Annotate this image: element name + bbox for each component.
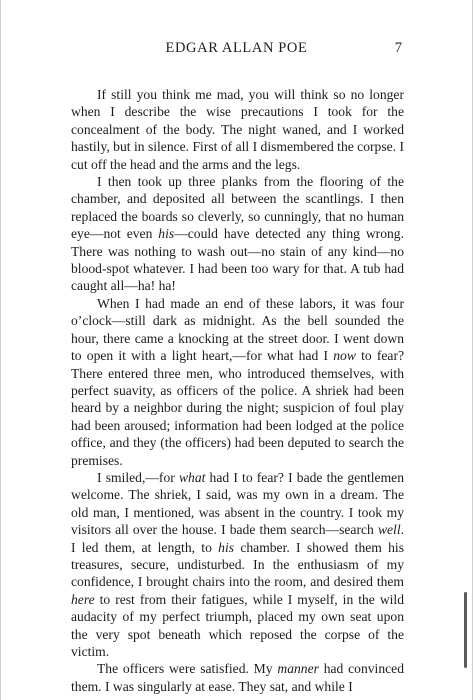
italic-text: what [178, 469, 206, 485]
text-run: When I had made an end of these labors, it was four o’clock—still dark as midnight. As the bell sounded the hour, there came a knocking at the street door. I went down to open it with a light heart,—for what had I [71, 295, 404, 364]
paragraph [71, 295, 404, 469]
text-run: I smiled,—for [97, 469, 179, 485]
scrollbar[interactable] [464, 592, 467, 668]
text-run: to rest from their fatigues, while I myself, in the wild audacity of my perfect triumph, placed my own seat upon the very spot beneath which reposed the corpse of the victim. [71, 591, 404, 659]
italic-text: his [158, 226, 175, 242]
text-run: had convinced them. I was singularly at ease. They sat, and while I [71, 661, 404, 694]
text-run: had I to fear? I bade the gentlemen welcome. The shriek, I said, was my own in a dream. The old man, I mentioned, was absent in the country. I took my visitors all over the house. I bade them search—search [71, 469, 404, 538]
italic-text: well [377, 522, 401, 538]
page-header [71, 40, 402, 60]
text-run: If still you think me mad, you will think so no longer when I describe the wise precautions I took for the concealment of the body. The night waned, and I worked hastily, but in silence. First of all I dismembered the corpse. I cut off the head and the arms and the legs. [71, 87, 404, 172]
text-run: —could have detected any thing wrong. There was nothing to wash out—no stain of any kind—no blood-spot whatever. I had been too wary for that. A tub had caught all—ha! ha! [71, 226, 404, 294]
italic-text: his [218, 539, 235, 555]
text-run: The officers were satisfied. My [97, 661, 278, 677]
paragraph [71, 660, 404, 695]
paragraph [71, 173, 404, 295]
italic-text: manner [277, 661, 319, 677]
text-run: to fear? There entered three men, who introduced themselves, with perfect suavity, as officers of the police. A shriek had been heard by a neighbor during the night; suspicion of foul play had been aroused; information had been lodged at the police office, and they (the officers) had been deputed to search the premises. [71, 348, 405, 468]
running-head: EDGAR ALLAN POE [165, 40, 308, 56]
text-run: . I led them, at length, to [71, 522, 404, 555]
body-text [71, 86, 404, 695]
paragraph [71, 469, 404, 660]
paragraph [71, 86, 404, 173]
italic-text: here [71, 591, 95, 607]
page-number: 7 [394, 40, 402, 56]
text-run: I then took up three planks from the flooring of the chamber, and deposited all between the scantlings. I then replaced the boards so cleverly, so cunningly, that no human eye—not even [71, 174, 404, 242]
italic-text: now [333, 348, 356, 364]
text-run: chamber. I showed them his treasures, secure, undisturbed. In the enthusiasm of my confidence, I brought chairs into the room, and desired them [71, 539, 404, 590]
